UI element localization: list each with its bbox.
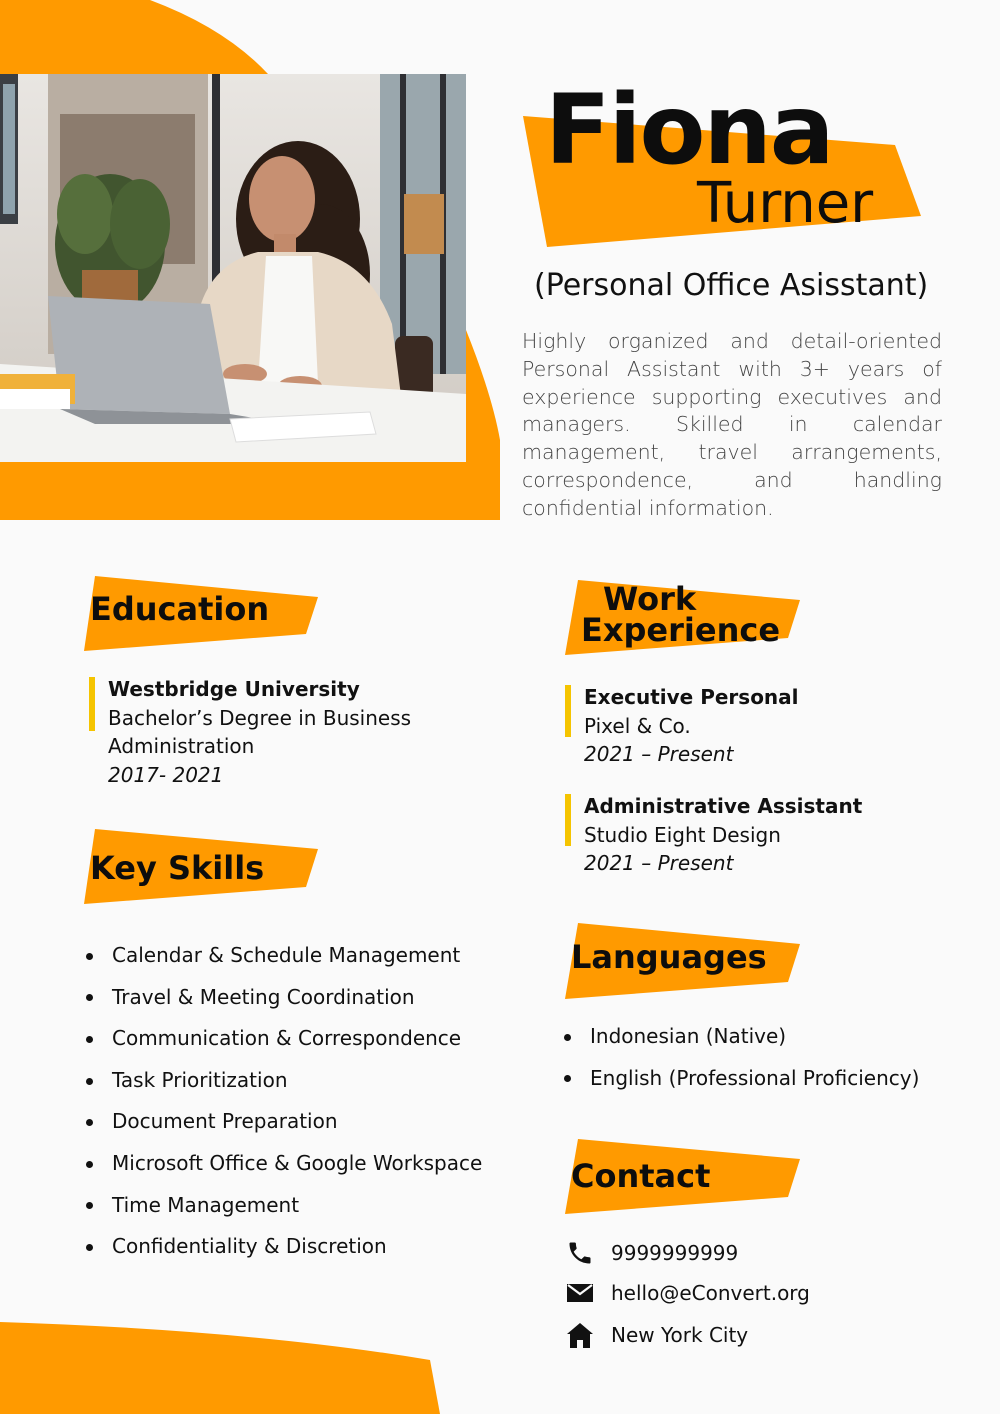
phone-icon <box>566 1239 596 1267</box>
experience-company: Pixel & Co. <box>584 713 691 738</box>
skill-item: Calendar & Schedule Management <box>86 935 482 977</box>
mail-icon <box>566 1279 596 1307</box>
contact-email[interactable]: hello@eConvert.org <box>611 1281 810 1305</box>
bottom-left-blob <box>0 1322 440 1414</box>
experience-company: Studio Eight Design <box>584 822 781 847</box>
experience-accent-bar <box>565 685 571 737</box>
education-degree-line2: Administration <box>108 734 255 758</box>
experience-role: Executive Personal <box>584 685 799 709</box>
experience-accent-bar <box>565 794 571 846</box>
education-heading: Education <box>90 590 270 628</box>
top-left-blob <box>0 0 268 74</box>
experience-entry <box>584 792 964 878</box>
skill-item: Document Preparation <box>86 1101 482 1143</box>
education-entry <box>108 675 468 789</box>
education-degree-line1: Bachelor’s Degree in Business <box>108 705 412 730</box>
languages-list <box>564 1016 919 1099</box>
experience-entry <box>584 683 964 769</box>
languages-heading: Languages <box>571 938 767 976</box>
experience-years: 2021 – Present <box>584 851 734 875</box>
job-title: (Personal Office Asisstant) <box>534 268 929 303</box>
experience-role: Administrative Assistant <box>584 794 863 818</box>
first-name: Fiona <box>545 74 833 186</box>
education-school: Westbridge University <box>108 677 360 701</box>
contact-email-row <box>566 1278 810 1308</box>
profile-photo <box>0 74 466 462</box>
language-item: Indonesian (Native) <box>564 1016 919 1058</box>
skills-heading: Key Skills <box>90 849 265 887</box>
contact-location: New York City <box>611 1323 749 1347</box>
skills-list <box>86 935 482 1268</box>
skill-item: Travel & Meeting Coordination <box>86 977 482 1019</box>
skill-item: Confidentiality & Discretion <box>86 1226 482 1268</box>
skill-item: Microsoft Office & Google Workspace <box>86 1143 482 1185</box>
home-icon <box>566 1321 596 1349</box>
language-item: English (Professional Proficiency) <box>564 1058 919 1100</box>
profile-summary: Highly organized and detail-oriented Personal Assistant with 3+ years of experience supporting executives and managers. Skilled in calendar management, travel arrangements, correspondence, and handling confidential information. <box>522 329 942 520</box>
skill-item: Communication & Correspondence <box>86 1018 482 1060</box>
work-heading-line2: Experience <box>581 611 781 649</box>
skill-item: Task Prioritization <box>86 1060 482 1102</box>
experience-years: 2021 – Present <box>584 742 734 766</box>
education-accent-bar <box>89 677 95 731</box>
contact-phone-row <box>566 1238 738 1268</box>
photo-bottom-band <box>0 462 500 520</box>
contact-location-row <box>566 1320 748 1350</box>
work-heading-line1: Work <box>603 580 697 618</box>
education-years: 2017- 2021 <box>108 762 224 787</box>
contact-phone[interactable]: 9999999999 <box>611 1241 739 1265</box>
skill-item: Time Management <box>86 1185 482 1227</box>
last-name: Turner <box>697 171 874 236</box>
contact-heading: Contact <box>571 1157 711 1195</box>
